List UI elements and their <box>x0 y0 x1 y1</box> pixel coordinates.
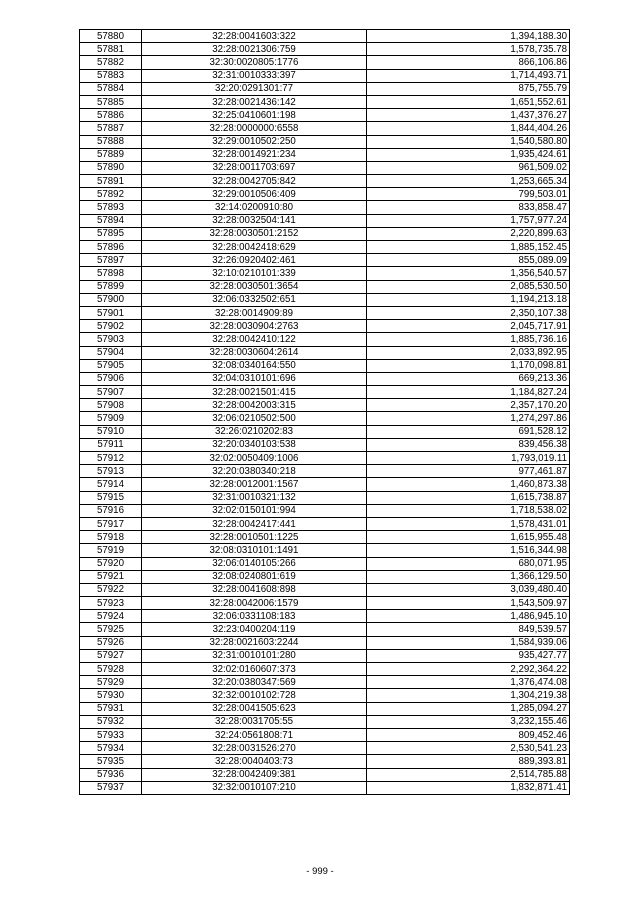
cadastral-number-cell: 32:20:0291301:77 <box>142 82 367 95</box>
row-number-cell: 57910 <box>80 425 142 438</box>
cadastral-value-cell: 2,045,717.91 <box>367 320 570 333</box>
cadastral-number-cell: 32:32:0010107:210 <box>142 781 367 794</box>
cadastral-value-cell: 2,033,892.95 <box>367 346 570 359</box>
cadastral-value-cell: 1,935,424.61 <box>367 148 570 161</box>
cadastral-number-cell: 32:31:0010333:397 <box>142 69 367 82</box>
table-row <box>80 768 570 781</box>
row-number-cell: 57894 <box>80 214 142 227</box>
table-row <box>80 531 570 544</box>
row-number-cell: 57898 <box>80 267 142 280</box>
cadastral-number-cell: 32:28:0031705:55 <box>142 715 367 728</box>
cadastral-value-cell: 1,832,871.41 <box>367 781 570 794</box>
table-row <box>80 306 570 319</box>
row-number-cell: 57935 <box>80 755 142 768</box>
row-number-cell: 57927 <box>80 649 142 662</box>
cadastral-number-cell: 32:28:0041505:623 <box>142 702 367 715</box>
row-number-cell: 57907 <box>80 386 142 399</box>
table-row <box>80 570 570 583</box>
table-row <box>80 293 570 306</box>
cadastral-number-cell: 32:28:0021603:2244 <box>142 636 367 649</box>
row-number-cell: 57882 <box>80 56 142 69</box>
row-number-cell: 57936 <box>80 768 142 781</box>
row-number-cell: 57884 <box>80 82 142 95</box>
table-row <box>80 781 570 794</box>
table-row <box>80 412 570 425</box>
row-number-cell: 57933 <box>80 728 142 741</box>
row-number-cell: 57934 <box>80 742 142 755</box>
table-row <box>80 755 570 768</box>
table-row <box>80 399 570 412</box>
cadastral-number-cell: 32:29:0010502:250 <box>142 135 367 148</box>
table-row <box>80 109 570 122</box>
cadastral-number-cell: 32:28:0042417:441 <box>142 517 367 530</box>
row-number-cell: 57880 <box>80 30 142 43</box>
cadastral-value-cell: 1,793,019.11 <box>367 452 570 465</box>
table-row <box>80 386 570 399</box>
cadastral-number-cell: 32:06:0332502:651 <box>142 293 367 306</box>
cadastral-number-cell: 32:08:0240801:619 <box>142 570 367 583</box>
cadastral-value-cell: 1,718,538.02 <box>367 504 570 517</box>
table-row <box>80 597 570 610</box>
row-number-cell: 57919 <box>80 544 142 557</box>
cadastral-value-cell: 1,486,945.10 <box>367 610 570 623</box>
cadastral-number-cell: 32:20:0380340:218 <box>142 465 367 478</box>
cadastral-number-cell: 32:31:0010321:132 <box>142 491 367 504</box>
table-row <box>80 504 570 517</box>
row-number-cell: 57928 <box>80 663 142 676</box>
cadastral-value-cell: 3,039,480.40 <box>367 583 570 596</box>
row-number-cell: 57889 <box>80 148 142 161</box>
cadastral-number-cell: 32:28:0032504:141 <box>142 214 367 227</box>
table-row <box>80 148 570 161</box>
cadastral-value-cell: 1,885,736.16 <box>367 333 570 346</box>
row-number-cell: 57897 <box>80 254 142 267</box>
cadastral-value-cell: 3,232,155.46 <box>367 715 570 728</box>
cadastral-value-cell: 1,356,540.57 <box>367 267 570 280</box>
cadastral-value-cell: 977,461.87 <box>367 465 570 478</box>
row-number-cell: 57902 <box>80 320 142 333</box>
cadastral-value-cell: 935,427.77 <box>367 649 570 662</box>
cadastral-number-cell: 32:04:0310101:696 <box>142 372 367 385</box>
table-row <box>80 465 570 478</box>
cadastral-value-cell: 1,615,738.87 <box>367 491 570 504</box>
cadastral-number-cell: 32:26:0210202:83 <box>142 425 367 438</box>
table-row <box>80 517 570 530</box>
cadastral-number-cell: 32:28:0042003:315 <box>142 399 367 412</box>
cadastral-value-cell: 1,194,213.18 <box>367 293 570 306</box>
table-row <box>80 702 570 715</box>
cadastral-value-cell: 2,350,107.38 <box>367 306 570 319</box>
table-row <box>80 623 570 636</box>
cadastral-number-cell: 32:28:0011703:697 <box>142 161 367 174</box>
table-row <box>80 583 570 596</box>
cadastral-number-cell: 32:06:0210502:500 <box>142 412 367 425</box>
cadastral-value-cell: 2,514,785.88 <box>367 768 570 781</box>
cadastral-number-cell: 32:28:0010501:1225 <box>142 531 367 544</box>
cadastral-value-cell: 669,213.36 <box>367 372 570 385</box>
table-row <box>80 267 570 280</box>
cadastral-number-cell: 32:24:0561808:71 <box>142 728 367 741</box>
row-number-cell: 57891 <box>80 175 142 188</box>
row-number-cell: 57909 <box>80 412 142 425</box>
cadastral-number-cell: 32:28:0014921:234 <box>142 148 367 161</box>
row-number-cell: 57903 <box>80 333 142 346</box>
table-row <box>80 56 570 69</box>
table-row <box>80 372 570 385</box>
cadastral-value-cell: 680,071.95 <box>367 557 570 570</box>
cadastral-value-cell: 1,651,552.61 <box>367 95 570 108</box>
row-number-cell: 57925 <box>80 623 142 636</box>
page-number: - 999 - <box>306 866 334 877</box>
table-row <box>80 478 570 491</box>
table-row <box>80 452 570 465</box>
table-row <box>80 201 570 214</box>
row-number-cell: 57926 <box>80 636 142 649</box>
row-number-cell: 57929 <box>80 676 142 689</box>
cadastral-value-cell: 875,755.79 <box>367 82 570 95</box>
cadastral-number-cell: 32:28:0021436:142 <box>142 95 367 108</box>
cadastral-value-cell: 2,292,364.22 <box>367 663 570 676</box>
cadastral-number-cell: 32:26:0920402:461 <box>142 254 367 267</box>
table-row <box>80 715 570 728</box>
table-row <box>80 333 570 346</box>
cadastral-number-cell: 32:14:0200910:80 <box>142 201 367 214</box>
table-row <box>80 728 570 741</box>
cadastral-number-cell: 32:28:0042006:1579 <box>142 597 367 610</box>
row-number-cell: 57899 <box>80 280 142 293</box>
row-number-cell: 57937 <box>80 781 142 794</box>
row-number-cell: 57916 <box>80 504 142 517</box>
table-row <box>80 135 570 148</box>
cadastral-number-cell: 32:28:0041603:322 <box>142 30 367 43</box>
cadastral-value-cell: 1,460,873.38 <box>367 478 570 491</box>
table-row <box>80 676 570 689</box>
cadastral-value-cell: 691,528.12 <box>367 425 570 438</box>
cadastral-number-cell: 32:28:0031526:270 <box>142 742 367 755</box>
table-row <box>80 280 570 293</box>
table-row <box>80 663 570 676</box>
cadastral-value-cell: 1,170,098.81 <box>367 359 570 372</box>
row-number-cell: 57886 <box>80 109 142 122</box>
table-row <box>80 69 570 82</box>
cadastral-value-cell: 1,366,129.50 <box>367 570 570 583</box>
row-number-cell: 57920 <box>80 557 142 570</box>
table-row <box>80 544 570 557</box>
row-number-cell: 57906 <box>80 372 142 385</box>
table-row <box>80 346 570 359</box>
table-row <box>80 425 570 438</box>
cadastral-number-cell: 32:28:0042409:381 <box>142 768 367 781</box>
cadastral-value-cell: 2,530,541.23 <box>367 742 570 755</box>
cadastral-number-cell: 32:28:0042418:629 <box>142 241 367 254</box>
row-number-cell: 57883 <box>80 69 142 82</box>
cadastral-value-cell: 866,106.86 <box>367 56 570 69</box>
table-row <box>80 636 570 649</box>
table-row <box>80 320 570 333</box>
cadastral-value-cell: 809,452.46 <box>367 728 570 741</box>
row-number-cell: 57896 <box>80 241 142 254</box>
row-number-cell: 57911 <box>80 438 142 451</box>
row-number-cell: 57904 <box>80 346 142 359</box>
cadastral-value-cell: 889,393.81 <box>367 755 570 768</box>
cadastral-value-cell: 1,304,219.38 <box>367 689 570 702</box>
row-number-cell: 57890 <box>80 161 142 174</box>
row-number-cell: 57887 <box>80 122 142 135</box>
cadastral-number-cell: 32:28:0012001:1567 <box>142 478 367 491</box>
cadastral-number-cell: 32:28:0014909:89 <box>142 306 367 319</box>
cadastral-value-cell: 799,503.01 <box>367 188 570 201</box>
row-number-cell: 57914 <box>80 478 142 491</box>
row-number-cell: 57881 <box>80 43 142 56</box>
row-number-cell: 57921 <box>80 570 142 583</box>
table-row <box>80 214 570 227</box>
row-number-cell: 57924 <box>80 610 142 623</box>
cadastral-value-cell: 1,844,404.26 <box>367 122 570 135</box>
table-row <box>80 161 570 174</box>
cadastral-value-cell: 1,437,376.27 <box>367 109 570 122</box>
cadastral-value-table <box>79 29 570 795</box>
cadastral-value-cell: 1,516,344.98 <box>367 544 570 557</box>
table-row <box>80 241 570 254</box>
cadastral-number-cell: 32:28:0000000:6558 <box>142 122 367 135</box>
cadastral-number-cell: 32:08:0310101:1491 <box>142 544 367 557</box>
table-row <box>80 43 570 56</box>
cadastral-value-cell: 1,885,152.45 <box>367 241 570 254</box>
cadastral-value-cell: 1,376,474.08 <box>367 676 570 689</box>
cadastral-value-cell: 961,509.02 <box>367 161 570 174</box>
table-row <box>80 649 570 662</box>
row-number-cell: 57930 <box>80 689 142 702</box>
cadastral-number-cell: 32:28:0040403:73 <box>142 755 367 768</box>
cadastral-number-cell: 32:02:0050409:1006 <box>142 452 367 465</box>
cadastral-value-cell: 1,543,509.97 <box>367 597 570 610</box>
cadastral-number-cell: 32:06:0140105:266 <box>142 557 367 570</box>
cadastral-number-cell: 32:28:0021501:415 <box>142 386 367 399</box>
table-row <box>80 82 570 95</box>
cadastral-value-cell: 1,184,827.24 <box>367 386 570 399</box>
cadastral-number-cell: 32:08:0340164:550 <box>142 359 367 372</box>
row-number-cell: 57893 <box>80 201 142 214</box>
cadastral-number-cell: 32:28:0042410:122 <box>142 333 367 346</box>
cadastral-number-cell: 32:28:0030501:2152 <box>142 227 367 240</box>
cadastral-number-cell: 32:10:0210101:339 <box>142 267 367 280</box>
table-row <box>80 557 570 570</box>
cadastral-value-cell: 1,285,094.27 <box>367 702 570 715</box>
row-number-cell: 57922 <box>80 583 142 596</box>
cadastral-value-cell: 2,357,170.20 <box>367 399 570 412</box>
table-row <box>80 30 570 43</box>
cadastral-value-cell: 1,540,580.80 <box>367 135 570 148</box>
table-body <box>80 30 570 795</box>
cadastral-value-cell: 1,714,493.71 <box>367 69 570 82</box>
cadastral-number-cell: 32:30:0020805:1776 <box>142 56 367 69</box>
row-number-cell: 57912 <box>80 452 142 465</box>
row-number-cell: 57908 <box>80 399 142 412</box>
row-number-cell: 57888 <box>80 135 142 148</box>
table-row <box>80 95 570 108</box>
cadastral-value-cell: 855,089.09 <box>367 254 570 267</box>
row-number-cell: 57932 <box>80 715 142 728</box>
row-number-cell: 57918 <box>80 531 142 544</box>
table-row <box>80 175 570 188</box>
cadastral-number-cell: 32:02:0150101:994 <box>142 504 367 517</box>
cadastral-number-cell: 32:29:0010506:409 <box>142 188 367 201</box>
row-number-cell: 57901 <box>80 306 142 319</box>
table-row <box>80 359 570 372</box>
row-number-cell: 57892 <box>80 188 142 201</box>
cadastral-number-cell: 32:02:0160607:373 <box>142 663 367 676</box>
row-number-cell: 57913 <box>80 465 142 478</box>
cadastral-number-cell: 32:06:0331108:183 <box>142 610 367 623</box>
cadastral-number-cell: 32:25:0410601:198 <box>142 109 367 122</box>
table-row <box>80 188 570 201</box>
row-number-cell: 57917 <box>80 517 142 530</box>
cadastral-number-cell: 32:20:0340103:538 <box>142 438 367 451</box>
table-row <box>80 742 570 755</box>
cadastral-value-cell: 1,394,188.30 <box>367 30 570 43</box>
cadastral-number-cell: 32:28:0030501:3654 <box>142 280 367 293</box>
cadastral-value-cell: 1,578,735.78 <box>367 43 570 56</box>
cadastral-value-cell: 1,615,955.48 <box>367 531 570 544</box>
row-number-cell: 57895 <box>80 227 142 240</box>
cadastral-number-cell: 32:28:0021306:759 <box>142 43 367 56</box>
cadastral-value-cell: 833,858.47 <box>367 201 570 214</box>
row-number-cell: 57885 <box>80 95 142 108</box>
cadastral-number-cell: 32:32:0010102:728 <box>142 689 367 702</box>
cadastral-value-cell: 2,220,899.63 <box>367 227 570 240</box>
row-number-cell: 57905 <box>80 359 142 372</box>
cadastral-number-cell: 32:23:0400204:119 <box>142 623 367 636</box>
cadastral-number-cell: 32:28:0030604:2614 <box>142 346 367 359</box>
row-number-cell: 57900 <box>80 293 142 306</box>
cadastral-value-cell: 1,578,431.01 <box>367 517 570 530</box>
cadastral-value-cell: 849,539.57 <box>367 623 570 636</box>
table-row <box>80 491 570 504</box>
cadastral-value-cell: 839,456.38 <box>367 438 570 451</box>
cadastral-number-cell: 32:28:0041608:898 <box>142 583 367 596</box>
row-number-cell: 57915 <box>80 491 142 504</box>
table-row <box>80 689 570 702</box>
table-row <box>80 122 570 135</box>
row-number-cell: 57931 <box>80 702 142 715</box>
cadastral-value-cell: 1,584,939.06 <box>367 636 570 649</box>
cadastral-value-cell: 1,274,297.86 <box>367 412 570 425</box>
table-row <box>80 254 570 267</box>
cadastral-value-cell: 2,085,530.50 <box>367 280 570 293</box>
row-number-cell: 57923 <box>80 597 142 610</box>
table-row <box>80 438 570 451</box>
table-row <box>80 610 570 623</box>
cadastral-number-cell: 32:20:0380347:569 <box>142 676 367 689</box>
cadastral-number-cell: 32:31:0010101:280 <box>142 649 367 662</box>
cadastral-value-cell: 1,757,977.24 <box>367 214 570 227</box>
cadastral-number-cell: 32:28:0030904:2763 <box>142 320 367 333</box>
cadastral-value-cell: 1,253,665.34 <box>367 175 570 188</box>
table-row <box>80 227 570 240</box>
cadastral-number-cell: 32:28:0042705:842 <box>142 175 367 188</box>
